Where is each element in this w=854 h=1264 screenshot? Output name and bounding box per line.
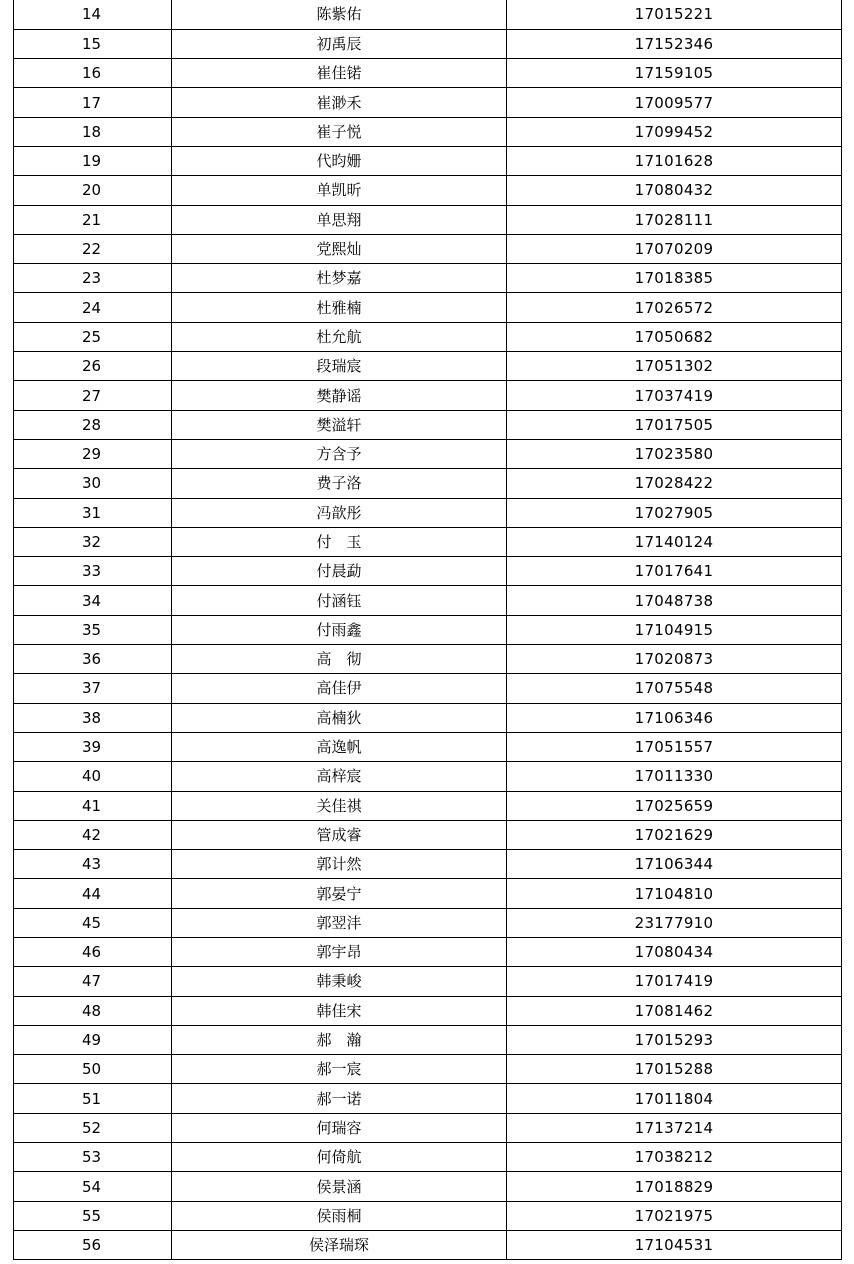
row-number-cell: 37 [14,674,172,703]
table-row [14,498,842,527]
row-number-cell: 42 [14,820,172,849]
row-number-cell: 36 [14,645,172,674]
student-id-cell: 17080434 [507,938,842,967]
row-number-cell: 18 [14,117,172,146]
student-id-cell: 17137214 [507,1113,842,1142]
student-id-cell: 17011804 [507,1084,842,1113]
row-number-cell: 21 [14,205,172,234]
table-row [14,439,842,468]
table-row [14,527,842,556]
student-name-cell: 郝一诺 [172,1084,507,1113]
student-id-cell: 17075548 [507,674,842,703]
student-name-cell: 代昀姗 [172,146,507,175]
table-row [14,381,842,410]
table-row [14,469,842,498]
student-id-cell: 17159105 [507,59,842,88]
row-number-cell: 29 [14,439,172,468]
table-row [14,59,842,88]
table-row [14,234,842,263]
student-id-cell: 17011330 [507,762,842,791]
student-id-cell: 17009577 [507,88,842,117]
student-id-cell: 17104915 [507,615,842,644]
student-id-cell: 17015293 [507,1025,842,1054]
student-id-cell: 17050682 [507,322,842,351]
student-name-cell: 关佳祺 [172,791,507,820]
table-row [14,264,842,293]
roster-sheet [13,0,841,1260]
table-row [14,732,842,761]
row-number-cell: 19 [14,146,172,175]
table-row [14,205,842,234]
row-number-cell: 14 [14,0,172,29]
student-id-cell: 17028422 [507,469,842,498]
student-id-cell: 17015221 [507,0,842,29]
student-id-cell: 17140124 [507,527,842,556]
table-row [14,1025,842,1054]
row-number-cell: 47 [14,967,172,996]
student-name-cell: 付晨勐 [172,557,507,586]
student-name-cell: 樊静谣 [172,381,507,410]
student-name-cell: 高逸帆 [172,732,507,761]
student-roster-table [13,0,842,1260]
student-name-cell: 付 玉 [172,527,507,556]
table-row [14,1172,842,1201]
student-name-cell: 杜雅楠 [172,293,507,322]
student-id-cell: 17017505 [507,410,842,439]
row-number-cell: 23 [14,264,172,293]
student-name-cell: 何倚航 [172,1143,507,1172]
table-row [14,352,842,381]
table-row [14,762,842,791]
student-id-cell: 17021975 [507,1201,842,1230]
student-id-cell: 17070209 [507,234,842,263]
row-number-cell: 17 [14,88,172,117]
row-number-cell: 41 [14,791,172,820]
student-name-cell: 高佳伊 [172,674,507,703]
student-id-cell: 23177910 [507,908,842,937]
row-number-cell: 52 [14,1113,172,1142]
table-row [14,0,842,29]
table-row [14,117,842,146]
table-row [14,1113,842,1142]
student-name-cell: 高楠狄 [172,703,507,732]
student-id-cell: 17018829 [507,1172,842,1201]
student-name-cell: 郝一宸 [172,1055,507,1084]
row-number-cell: 24 [14,293,172,322]
student-name-cell: 侯泽瑞琛 [172,1230,507,1259]
student-id-cell: 17023580 [507,439,842,468]
student-name-cell: 付涵钰 [172,586,507,615]
table-row [14,938,842,967]
row-number-cell: 35 [14,615,172,644]
row-number-cell: 46 [14,938,172,967]
student-id-cell: 17051302 [507,352,842,381]
student-id-cell: 17037419 [507,381,842,410]
student-id-cell: 17081462 [507,996,842,1025]
row-number-cell: 45 [14,908,172,937]
student-id-cell: 17051557 [507,732,842,761]
student-id-cell: 17017419 [507,967,842,996]
row-number-cell: 34 [14,586,172,615]
table-row [14,1230,842,1259]
student-name-cell: 党熙灿 [172,234,507,263]
student-name-cell: 杜梦嘉 [172,264,507,293]
student-name-cell: 单凯昕 [172,176,507,205]
table-row [14,1084,842,1113]
student-id-cell: 17015288 [507,1055,842,1084]
student-id-cell: 17104531 [507,1230,842,1259]
table-row [14,1201,842,1230]
student-name-cell: 侯景涵 [172,1172,507,1201]
table-row [14,176,842,205]
table-row [14,1143,842,1172]
table-row [14,879,842,908]
student-name-cell: 郭宇昂 [172,938,507,967]
row-number-cell: 33 [14,557,172,586]
student-name-cell: 侯雨桐 [172,1201,507,1230]
row-number-cell: 31 [14,498,172,527]
student-name-cell: 单思翔 [172,205,507,234]
student-name-cell: 冯歆彤 [172,498,507,527]
row-number-cell: 32 [14,527,172,556]
row-number-cell: 26 [14,352,172,381]
row-number-cell: 38 [14,703,172,732]
table-row [14,146,842,175]
table-row [14,410,842,439]
student-id-cell: 17099452 [507,117,842,146]
row-number-cell: 49 [14,1025,172,1054]
table-row [14,1055,842,1084]
table-row [14,820,842,849]
student-id-cell: 17106346 [507,703,842,732]
table-row [14,586,842,615]
row-number-cell: 20 [14,176,172,205]
student-id-cell: 17152346 [507,29,842,58]
student-name-cell: 初禹辰 [172,29,507,58]
student-id-cell: 17080432 [507,176,842,205]
student-id-cell: 17026572 [507,293,842,322]
student-name-cell: 韩佳宋 [172,996,507,1025]
student-id-cell: 17018385 [507,264,842,293]
table-row [14,908,842,937]
student-id-cell: 17106344 [507,850,842,879]
row-number-cell: 56 [14,1230,172,1259]
student-name-cell: 方含予 [172,439,507,468]
row-number-cell: 53 [14,1143,172,1172]
row-number-cell: 27 [14,381,172,410]
student-id-cell: 17028111 [507,205,842,234]
row-number-cell: 54 [14,1172,172,1201]
row-number-cell: 39 [14,732,172,761]
table-row [14,850,842,879]
row-number-cell: 43 [14,850,172,879]
student-name-cell: 郭晏宁 [172,879,507,908]
student-id-cell: 17021629 [507,820,842,849]
student-id-cell: 17038212 [507,1143,842,1172]
student-name-cell: 崔佳锘 [172,59,507,88]
row-number-cell: 30 [14,469,172,498]
table-row [14,674,842,703]
table-row [14,293,842,322]
student-id-cell: 17104810 [507,879,842,908]
row-number-cell: 40 [14,762,172,791]
table-row [14,967,842,996]
student-id-cell: 17020873 [507,645,842,674]
table-row [14,645,842,674]
student-name-cell: 高 彻 [172,645,507,674]
student-name-cell: 韩秉峻 [172,967,507,996]
table-row [14,615,842,644]
student-name-cell: 费子洛 [172,469,507,498]
row-number-cell: 55 [14,1201,172,1230]
row-number-cell: 28 [14,410,172,439]
student-name-cell: 付雨鑫 [172,615,507,644]
row-number-cell: 48 [14,996,172,1025]
table-row [14,88,842,117]
student-name-cell: 高梓宸 [172,762,507,791]
row-number-cell: 16 [14,59,172,88]
row-number-cell: 22 [14,234,172,263]
student-name-cell: 崔子悦 [172,117,507,146]
table-row [14,557,842,586]
row-number-cell: 44 [14,879,172,908]
student-id-cell: 17025659 [507,791,842,820]
row-number-cell: 15 [14,29,172,58]
student-id-cell: 17017641 [507,557,842,586]
table-row [14,791,842,820]
student-id-cell: 17048738 [507,586,842,615]
student-name-cell: 崔渺禾 [172,88,507,117]
student-name-cell: 管成睿 [172,820,507,849]
student-name-cell: 郭计然 [172,850,507,879]
student-name-cell: 郝 瀚 [172,1025,507,1054]
row-number-cell: 25 [14,322,172,351]
student-name-cell: 何瑞容 [172,1113,507,1142]
student-id-cell: 17027905 [507,498,842,527]
student-name-cell: 郭翌沣 [172,908,507,937]
row-number-cell: 50 [14,1055,172,1084]
table-row [14,322,842,351]
student-name-cell: 杜允航 [172,322,507,351]
row-number-cell: 51 [14,1084,172,1113]
student-id-cell: 17101628 [507,146,842,175]
roster-table-body [14,0,842,1260]
table-row [14,703,842,732]
table-row [14,29,842,58]
table-row [14,996,842,1025]
student-name-cell: 段瑞宸 [172,352,507,381]
student-name-cell: 樊溢轩 [172,410,507,439]
student-name-cell: 陈紫佑 [172,0,507,29]
